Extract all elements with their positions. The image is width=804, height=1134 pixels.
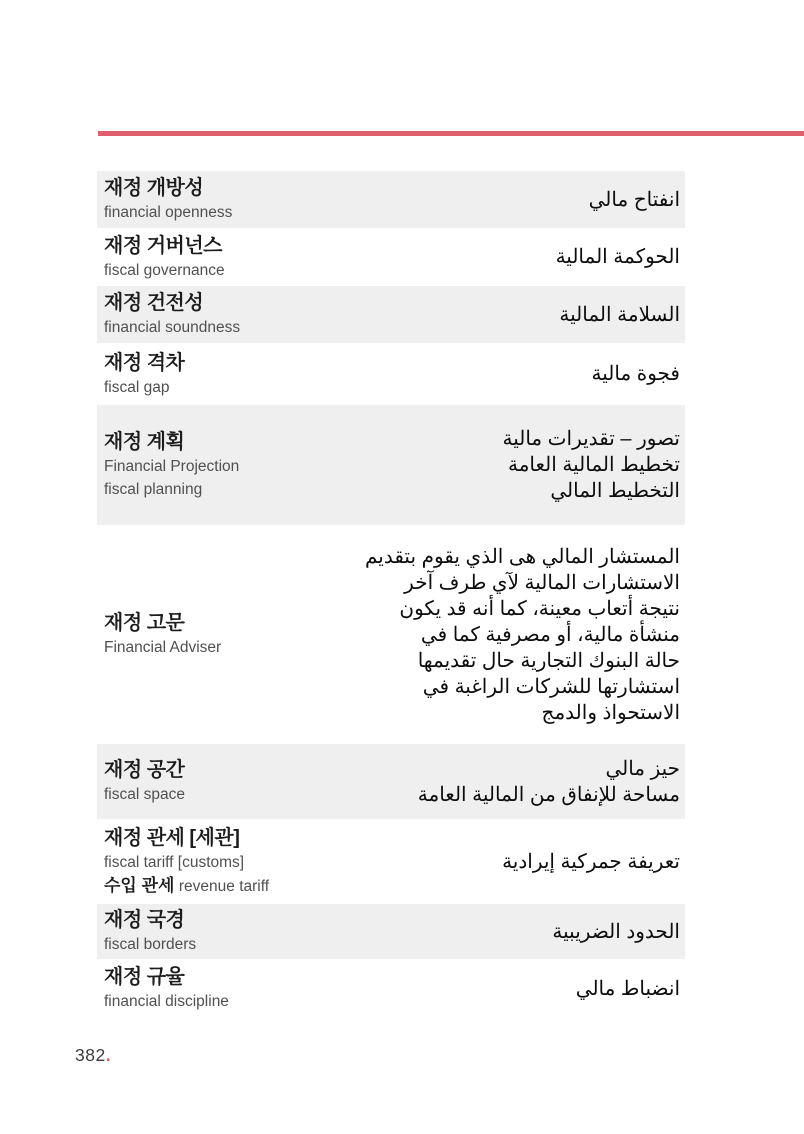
arabic-line: التخطيط المالي xyxy=(550,480,680,502)
arabic-translation xyxy=(352,187,680,213)
arabic-translation xyxy=(352,849,680,875)
english-term: fiscal governance xyxy=(104,261,225,279)
arabic-line: نتيجة أتعاب معينة، كما أنه قد يكون xyxy=(399,597,680,620)
term-left-column xyxy=(104,233,352,282)
arabic-line: استشارتها للشركات الراغبة في xyxy=(422,675,680,698)
arabic-translation xyxy=(352,756,680,808)
arabic-translation xyxy=(352,426,680,504)
glossary-row xyxy=(97,405,685,525)
term-left-column xyxy=(104,825,352,899)
arabic-translation xyxy=(352,544,680,726)
glossary-row xyxy=(97,904,685,959)
korean-term: 재정 공간 xyxy=(104,759,185,781)
term-left-column xyxy=(104,175,352,224)
korean-term: 재정 규율 xyxy=(104,966,185,988)
term-left-column xyxy=(104,290,352,339)
glossary-list xyxy=(97,171,685,1018)
english-term: financial discipline xyxy=(104,993,229,1010)
term-left-column xyxy=(104,757,352,806)
korean-term: 재정 고문 xyxy=(104,612,185,634)
korean-synonym: 수입 관세 xyxy=(104,875,175,895)
korean-term: 재정 개방성 xyxy=(104,177,204,199)
arabic-line: الاستحواذ والدمج xyxy=(541,701,680,724)
arabic-translation xyxy=(352,976,680,1002)
arabic-translation xyxy=(352,919,680,945)
arabic-line: الحوكمة المالية xyxy=(555,246,680,268)
korean-term: 재정 국경 xyxy=(104,909,185,931)
page-number-dot: . xyxy=(105,1045,112,1065)
english-synonym: revenue tariff xyxy=(178,877,270,895)
korean-term: 재정 건전성 xyxy=(104,292,204,314)
arabic-line: السلامة المالية xyxy=(559,303,680,326)
arabic-line: الاستشارات المالية لآي طرف آخر xyxy=(404,571,680,594)
english-term: Financial Adviser xyxy=(104,639,222,656)
english-term: Financial Projection xyxy=(104,458,240,475)
arabic-line: حالة البنوك التجارية حال تقديمها xyxy=(417,649,680,672)
arabic-line: الحدود الضريبية xyxy=(552,920,680,943)
english-term: fiscal borders xyxy=(104,936,197,953)
glossary-row xyxy=(97,819,685,904)
glossary-row xyxy=(97,228,685,286)
korean-term: 재정 거버넌스 xyxy=(104,234,222,257)
arabic-line: تصور – تقديرات مالية xyxy=(502,428,680,450)
english-term: fiscal tariff [customs] xyxy=(104,853,245,871)
arabic-translation xyxy=(352,244,680,270)
arabic-line: تخطيط المالية العامة xyxy=(507,454,680,476)
glossary-row xyxy=(97,959,685,1018)
arabic-line: انضباط مالي xyxy=(575,977,680,1000)
glossary-row xyxy=(97,744,685,819)
page-number xyxy=(75,1045,111,1066)
page-number-value: 382 xyxy=(75,1045,106,1065)
english-term: fiscal space xyxy=(104,786,185,803)
english-term: financial openness xyxy=(104,204,233,221)
arabic-translation xyxy=(352,361,680,387)
term-left-column xyxy=(104,964,352,1013)
glossary-row xyxy=(97,343,685,405)
korean-term: 재정 격차 xyxy=(104,351,185,374)
term-left-column xyxy=(104,350,352,399)
english-term: financial soundness xyxy=(104,319,241,336)
arabic-line: منشأة مالية، أو مصرفية كما في xyxy=(420,623,680,646)
english-term: fiscal gap xyxy=(104,378,170,396)
glossary-row xyxy=(97,286,685,343)
synonym-line xyxy=(104,874,352,899)
top-rule xyxy=(98,131,804,136)
arabic-translation xyxy=(352,302,680,328)
term-left-column xyxy=(104,429,352,501)
term-left-column xyxy=(104,610,352,659)
glossary-row xyxy=(97,171,685,228)
arabic-line: انفتاح مالي xyxy=(588,188,680,211)
arabic-line: المستشار المالي هى الذي يقوم بتقديم xyxy=(364,545,680,568)
arabic-line: تعريفة جمركية إيرادية xyxy=(502,850,680,873)
glossary-row xyxy=(97,525,685,744)
term-left-column xyxy=(104,907,352,956)
arabic-line: حيز مالي xyxy=(605,757,680,780)
english-term-secondary: fiscal planning xyxy=(104,481,203,498)
korean-term: 재정 계획 xyxy=(104,431,185,453)
arabic-line: مساحة للإنفاق من المالية العامة xyxy=(417,783,680,806)
arabic-line: فجوة مالية xyxy=(591,363,680,385)
korean-term: 재정 관세 [세관] xyxy=(104,826,240,849)
